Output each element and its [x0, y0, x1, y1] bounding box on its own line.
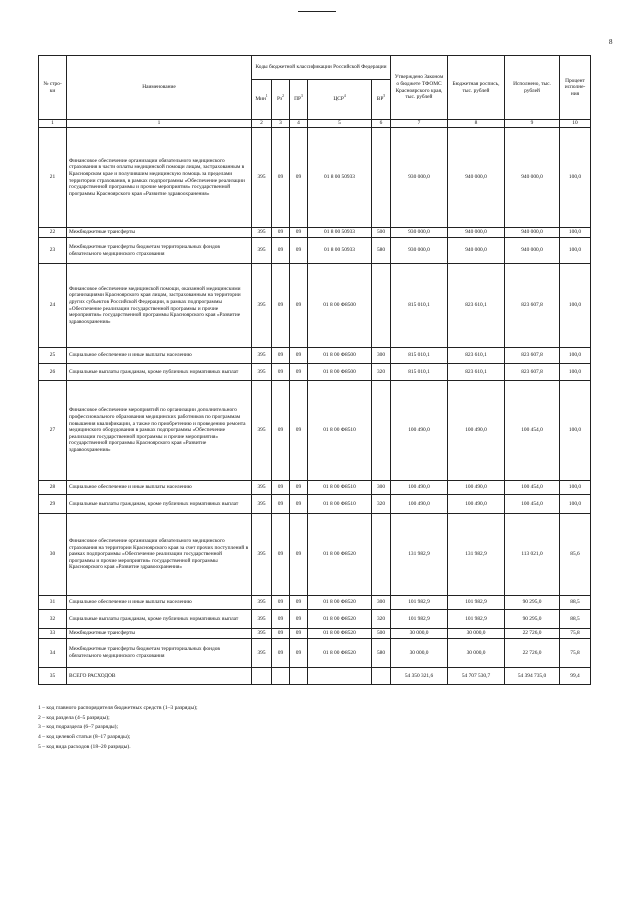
row-executed: 823 607,8	[505, 348, 560, 364]
row-vr	[372, 128, 391, 228]
row-budget: 823 610,1	[448, 364, 505, 381]
row-name: Финансовое обеспечение организации обязательного медицинского страхования на территории Красноярского края за счет прочих поступлений в рамках подпрограммы «Обеспечение реализации государственной программы и прочие мероприятия» государственной программы Красноярского края «Развитие здравоохранения»	[67, 514, 252, 596]
row-budget: 823 610,1	[448, 264, 505, 348]
row-budget: 30 000,0	[448, 639, 505, 668]
header-codes-group: Коды бюджетной классификации Российской Федерации	[252, 56, 391, 80]
row-rz: 09	[272, 381, 290, 481]
column-index: 9	[505, 120, 560, 128]
column-index: 3	[272, 120, 290, 128]
row-no: 22	[39, 228, 67, 238]
row-min: 395	[252, 639, 272, 668]
row-name: Социальное обеспечение и иные выплаты населению	[67, 596, 252, 610]
row-min: 395	[252, 629, 272, 639]
row-no: 33	[39, 629, 67, 639]
row-no: 25	[39, 348, 67, 364]
row-budget: 30 000,0	[448, 629, 505, 639]
row-no: 23	[39, 238, 67, 264]
row-percent: 100,0	[560, 128, 591, 228]
row-percent: 100,0	[560, 228, 591, 238]
row-min: 395	[252, 481, 272, 495]
row-percent: 75,8	[560, 629, 591, 639]
row-min: 395	[252, 228, 272, 238]
row-csr: 01 8 00 Ф8510	[308, 381, 372, 481]
row-csr: 01 8 00 Ф8520	[308, 610, 372, 629]
row-rz: 09	[272, 596, 290, 610]
row-min: 395	[252, 238, 272, 264]
row-pr: 09	[290, 228, 308, 238]
row-csr: 01 8 00 Ф8500	[308, 264, 372, 348]
column-index: 2	[252, 120, 272, 128]
column-index: 1	[39, 120, 67, 128]
row-approved: 131 982,9	[391, 514, 448, 596]
row-percent: 75,8	[560, 639, 591, 668]
row-budget: 100 490,0	[448, 381, 505, 481]
column-index: 4	[290, 120, 308, 128]
empty-cell	[252, 668, 272, 685]
row-approved: 930 000,0	[391, 238, 448, 264]
header-rz: $Рз^2$	[272, 80, 290, 120]
row-vr: 300	[372, 481, 391, 495]
row-min: 395	[252, 596, 272, 610]
row-pr: 09	[290, 610, 308, 629]
table-row	[39, 495, 591, 514]
row-executed: 113 021,0	[505, 514, 560, 596]
row-no: 24	[39, 264, 67, 348]
row-name: Межбюджетные трансферты бюджетам территориальных фондов обязательного медицинского страхования	[67, 639, 252, 668]
table-row	[39, 238, 591, 264]
footnote: 3 – код подраздела (6–7 разряды);	[38, 724, 119, 731]
row-csr: 01 8 00 50933	[308, 238, 372, 264]
total-row	[39, 668, 591, 685]
row-rz: 09	[272, 264, 290, 348]
table-row	[39, 128, 591, 228]
row-min: 395	[252, 348, 272, 364]
row-vr: 320	[372, 495, 391, 514]
row-vr: 580	[372, 238, 391, 264]
footnote: 2 – код раздела (4–5 разряды);	[38, 714, 110, 721]
budget-table	[38, 55, 591, 685]
column-index: 5	[308, 120, 372, 128]
row-name: Межбюджетные трансферты	[67, 629, 252, 639]
empty-cell	[272, 668, 290, 685]
row-csr: 01 8 00 Ф8500	[308, 348, 372, 364]
header-approved: Утверждено Законом о бюджете ТФОМС Красноярского края, тыс. рублей	[391, 56, 448, 120]
row-executed: 90 295,0	[505, 610, 560, 629]
row-pr: 09	[290, 348, 308, 364]
row-budget: 100 490,0	[448, 495, 505, 514]
row-vr: 500	[372, 228, 391, 238]
header-row-no: № стро-ки	[39, 56, 67, 120]
row-budget: 101 982,9	[448, 596, 505, 610]
row-min: 395	[252, 364, 272, 381]
row-vr: 500	[372, 629, 391, 639]
header-csr: ЦСР$^4$	[308, 80, 372, 120]
row-csr: 01 8 00 Ф8510	[308, 495, 372, 514]
row-pr: 09	[290, 481, 308, 495]
total-approved: 54 350 321,6	[391, 668, 448, 685]
row-rz: 09	[272, 514, 290, 596]
row-pr: 09	[290, 514, 308, 596]
row-approved: 30 000,0	[391, 639, 448, 668]
row-rz: 09	[272, 348, 290, 364]
row-pr: 09	[290, 495, 308, 514]
row-approved: 100 490,0	[391, 495, 448, 514]
row-executed: 940 000,0	[505, 228, 560, 238]
total-budget: 54 707 530,7	[448, 668, 505, 685]
row-executed: 100 454,0	[505, 495, 560, 514]
footnote: 4 – код целевой статьи (8–17 разряды);	[38, 734, 131, 741]
row-approved: 100 490,0	[391, 381, 448, 481]
row-vr	[372, 264, 391, 348]
row-pr: 09	[290, 596, 308, 610]
header-percent: Процент исполне-ния	[560, 56, 591, 120]
total-percent: 99,4	[560, 668, 591, 685]
row-csr: 01 8 00 50933	[308, 228, 372, 238]
row-rz: 09	[272, 495, 290, 514]
row-executed: 940 000,0	[505, 128, 560, 228]
row-executed: 100 454,0	[505, 381, 560, 481]
row-approved: 101 982,9	[391, 610, 448, 629]
row-vr	[372, 381, 391, 481]
row-budget: 101 982,9	[448, 610, 505, 629]
row-approved: 101 982,9	[391, 596, 448, 610]
total-name: ВСЕГО РАСХОДОВ	[67, 668, 252, 685]
row-budget: 100 490,0	[448, 481, 505, 495]
row-pr: 09	[290, 639, 308, 668]
row-name: Социальные выплаты гражданам, кроме публичных нормативных выплат	[67, 610, 252, 629]
row-rz: 09	[272, 481, 290, 495]
table-row	[39, 639, 591, 668]
row-min: 395	[252, 381, 272, 481]
table-row	[39, 228, 591, 238]
footnote: 1 – код главного распорядителя бюджетных средств (1–3 разряды);	[38, 705, 198, 711]
column-index-row	[39, 120, 591, 128]
empty-cell	[290, 668, 308, 685]
row-vr	[372, 514, 391, 596]
row-name: Финансовое обеспечение организации обязательного медицинского страхования в части оплаты медицинской помощи лицам, застрахованным в Красноярском крае и получившим медицинскую помощь за пределами территории страхования, в рамках подпрограммы «Обеспечение реализации государственной программы и прочие мероприятия» государственной программы Красноярского края «Развитие здравоохранения»	[67, 128, 252, 228]
row-percent: 100,0	[560, 364, 591, 381]
row-name: Межбюджетные трансферты бюджетам территориальных фондов обязательного медицинского страхования	[67, 238, 252, 264]
row-rz: 09	[272, 128, 290, 228]
row-no: 29	[39, 495, 67, 514]
row-percent: 100,0	[560, 238, 591, 264]
row-pr: 09	[290, 381, 308, 481]
row-approved: 815 010,1	[391, 348, 448, 364]
row-no: 28	[39, 481, 67, 495]
total-no: 35	[39, 668, 67, 685]
row-no: 32	[39, 610, 67, 629]
row-budget: 131 982,9	[448, 514, 505, 596]
row-approved: 815 010,1	[391, 264, 448, 348]
row-no: 21	[39, 128, 67, 228]
row-vr: 320	[372, 364, 391, 381]
row-name: Социальные выплаты гражданам, кроме публичных нормативных выплат	[67, 364, 252, 381]
row-rz: 09	[272, 364, 290, 381]
row-no: 30	[39, 514, 67, 596]
row-no: 34	[39, 639, 67, 668]
row-rz: 09	[272, 610, 290, 629]
row-min: 395	[252, 610, 272, 629]
table-row	[39, 514, 591, 596]
row-csr: 01 8 00 Ф8520	[308, 639, 372, 668]
row-percent: 100,0	[560, 348, 591, 364]
table-row	[39, 364, 591, 381]
row-approved: 930 000,0	[391, 228, 448, 238]
header-pr: $ПР^3$	[290, 80, 308, 120]
row-approved: 30 000,0	[391, 629, 448, 639]
row-executed: 940 000,0	[505, 238, 560, 264]
row-no: 31	[39, 596, 67, 610]
row-percent: 100,0	[560, 264, 591, 348]
row-percent: 88,5	[560, 610, 591, 629]
row-budget: 823 610,1	[448, 348, 505, 364]
row-min: 395	[252, 495, 272, 514]
row-executed: 100 454,0	[505, 481, 560, 495]
row-min: 395	[252, 128, 272, 228]
row-rz: 09	[272, 629, 290, 639]
table-row	[39, 629, 591, 639]
row-pr: 09	[290, 128, 308, 228]
row-vr: 300	[372, 596, 391, 610]
header-name: Наименование	[67, 56, 252, 120]
row-percent: 85,6	[560, 514, 591, 596]
row-budget: 940 000,0	[448, 128, 505, 228]
row-name: Межбюджетные трансферты	[67, 228, 252, 238]
row-csr: 01 8 00 Ф8520	[308, 596, 372, 610]
table-row	[39, 381, 591, 481]
row-vr: 300	[372, 348, 391, 364]
row-approved: 815 010,1	[391, 364, 448, 381]
empty-cell	[308, 668, 372, 685]
table-row	[39, 481, 591, 495]
row-pr: 09	[290, 629, 308, 639]
row-pr: 09	[290, 364, 308, 381]
row-csr: 01 8 00 50933	[308, 128, 372, 228]
row-executed: 90 295,0	[505, 596, 560, 610]
header-budget: Бюджетная роспись, тыс. рублей	[448, 56, 505, 120]
row-rz: 09	[272, 228, 290, 238]
row-csr: 01 8 00 Ф8520	[308, 629, 372, 639]
row-pr: 09	[290, 264, 308, 348]
row-name: Социальное обеспечение и иные выплаты населению	[67, 348, 252, 364]
row-executed: 22 726,0	[505, 639, 560, 668]
row-rz: 09	[272, 238, 290, 264]
row-vr: 320	[372, 610, 391, 629]
row-name: Социальное обеспечение и иные выплаты населению	[67, 481, 252, 495]
footnote: 5 – код вида расходов (18–20 разряды).	[38, 743, 131, 750]
header-vr: $ВР^5$	[372, 80, 391, 120]
row-min: 395	[252, 514, 272, 596]
table-row	[39, 348, 591, 364]
column-index: 1	[67, 120, 252, 128]
table-row	[39, 596, 591, 610]
row-budget: 940 000,0	[448, 238, 505, 264]
row-pr: 09	[290, 238, 308, 264]
row-percent: 100,0	[560, 481, 591, 495]
row-executed: 823 607,8	[505, 264, 560, 348]
total-executed: 54 394 735,0	[505, 668, 560, 685]
row-percent: 88,5	[560, 596, 591, 610]
row-vr: 580	[372, 639, 391, 668]
column-index: 8	[448, 120, 505, 128]
column-index: 10	[560, 120, 591, 128]
header-rule	[298, 11, 336, 12]
row-budget: 940 000,0	[448, 228, 505, 238]
footnotes	[38, 704, 198, 753]
row-name: Финансовое обеспечение мероприятий по организации дополнительного профессионального образования медицинских работников по программам повышения квалификации, а также по приобретению и проведению ремонта медицинского оборудования в рамках подпрограммы «Обеспечение реализации государственной программы и прочие мероприятия» государственной программы Красноярского края «Развитие здравоохранения»	[67, 381, 252, 481]
row-no: 26	[39, 364, 67, 381]
row-name: Финансовое обеспечение медицинской помощи, оказанной медицинскими организациями Красноярского края лицам, застрахованным на территории других субъектов Российской Федерации, в рамках подпрограммы «Обеспечение реализации государственной программы и прочие мероприятия» государственной программы Красноярского края «Развитие здравоохранения»	[67, 264, 252, 348]
row-approved: 930 000,0	[391, 128, 448, 228]
row-executed: 823 607,8	[505, 364, 560, 381]
row-no: 27	[39, 381, 67, 481]
header-executed: Исполнено, тыс. рублей	[505, 56, 560, 120]
row-approved: 100 490,0	[391, 481, 448, 495]
row-rz: 09	[272, 639, 290, 668]
row-csr: 01 8 00 Ф8520	[308, 514, 372, 596]
row-min: 395	[252, 264, 272, 348]
header-min: Мин$^1$	[252, 80, 272, 120]
row-csr: 01 8 00 Ф8500	[308, 364, 372, 381]
row-csr: 01 8 00 Ф8510	[308, 481, 372, 495]
column-index: 7	[391, 120, 448, 128]
row-executed: 22 726,0	[505, 629, 560, 639]
row-percent: 100,0	[560, 381, 591, 481]
page-number: 8	[609, 38, 613, 46]
row-name: Социальные выплаты гражданам, кроме публичных нормативных выплат	[67, 495, 252, 514]
row-percent: 100,0	[560, 495, 591, 514]
column-index: 6	[372, 120, 391, 128]
table-row	[39, 610, 591, 629]
table-row	[39, 264, 591, 348]
empty-cell	[372, 668, 391, 685]
